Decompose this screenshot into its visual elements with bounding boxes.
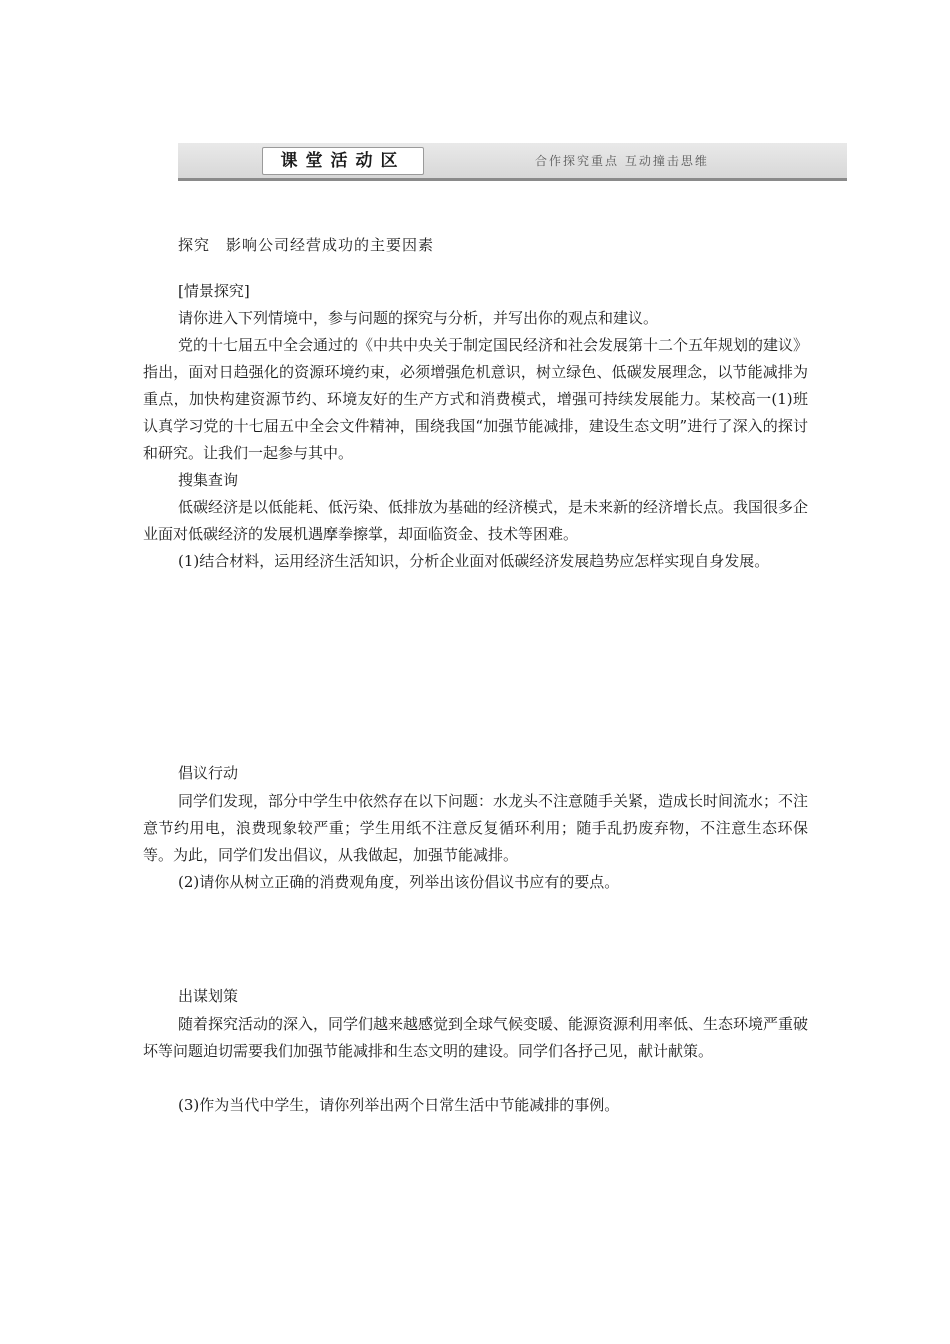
part2-question: (2)请你从树立正确的消费观角度，列举出该份倡议书应有的要点。 <box>178 873 620 891</box>
part2-heading: 倡议行动 <box>178 764 239 782</box>
part1-question: (1)结合材料，运用经济生活知识，分析企业面对低碳经济发展趋势应怎样实现自身发展。 <box>178 552 770 570</box>
banner-slogan: 合作探究重点 互动撞击思维 <box>535 154 709 168</box>
section-title: 探究 影响公司经营成功的主要因素 <box>178 236 435 254</box>
part2-paragraph: 同学们发现，部分中学生中依然存在以下问题：水龙头不注意随手关紧，造成长时间流水；不注意节约用电，浪费现象较严重；学生用纸不注意反复循环利用；随手乱扔废弃物，不注意生态环保等。为此，同学们发出倡议，从我做起，加强节能减排。 <box>143 792 809 864</box>
part3-question: (3)作为当代中学生，请你列举出两个日常生活中节能减排的事例。 <box>178 1096 620 1114</box>
part1-heading: 搜集查询 <box>178 471 239 489</box>
part3-heading: 出谋划策 <box>178 987 239 1005</box>
banner-divider <box>178 178 847 181</box>
banner-tab-label: 课堂活动区 <box>262 147 424 175</box>
part3-paragraph: 随着探究活动的深入，同学们越来越感觉到全球气候变暖、能源资源利用率低、生态环境严重破坏等问题迫切需要我们加强节能减排和生态文明的建设。同学们各抒己见，献计献策。 <box>143 1015 809 1060</box>
part1-paragraph: 低碳经济是以低能耗、低污染、低排放为基础的经济模式，是未来新的经济增长点。我国很多企业面对低碳经济的发展机遇摩拳擦掌，却面临资金、技术等困难。 <box>143 498 809 543</box>
intro-paragraph: 请你进入下列情境中，参与问题的探究与分析，并写出你的观点和建议。 <box>178 309 659 327</box>
background-paragraph: 党的十七届五中全会通过的《中共中央关于制定国民经济和社会发展第十二个五年规划的建议》指出，面对日趋强化的资源环境约束，必须增强危机意识，树立绿色、低碳发展理念，以节能减排为重点，加快构建资源节约、环境友好的生产方式和消费模式，增强可持续发展能力。某校高一(1)班认真学习党的十七届五中全会文件精神，围绕我国“加强节能减排，建设生态文明”进行了深入的探讨和研究。让我们一起参与其中。 <box>143 336 809 462</box>
scenario-label: [情景探究] <box>178 282 250 300</box>
